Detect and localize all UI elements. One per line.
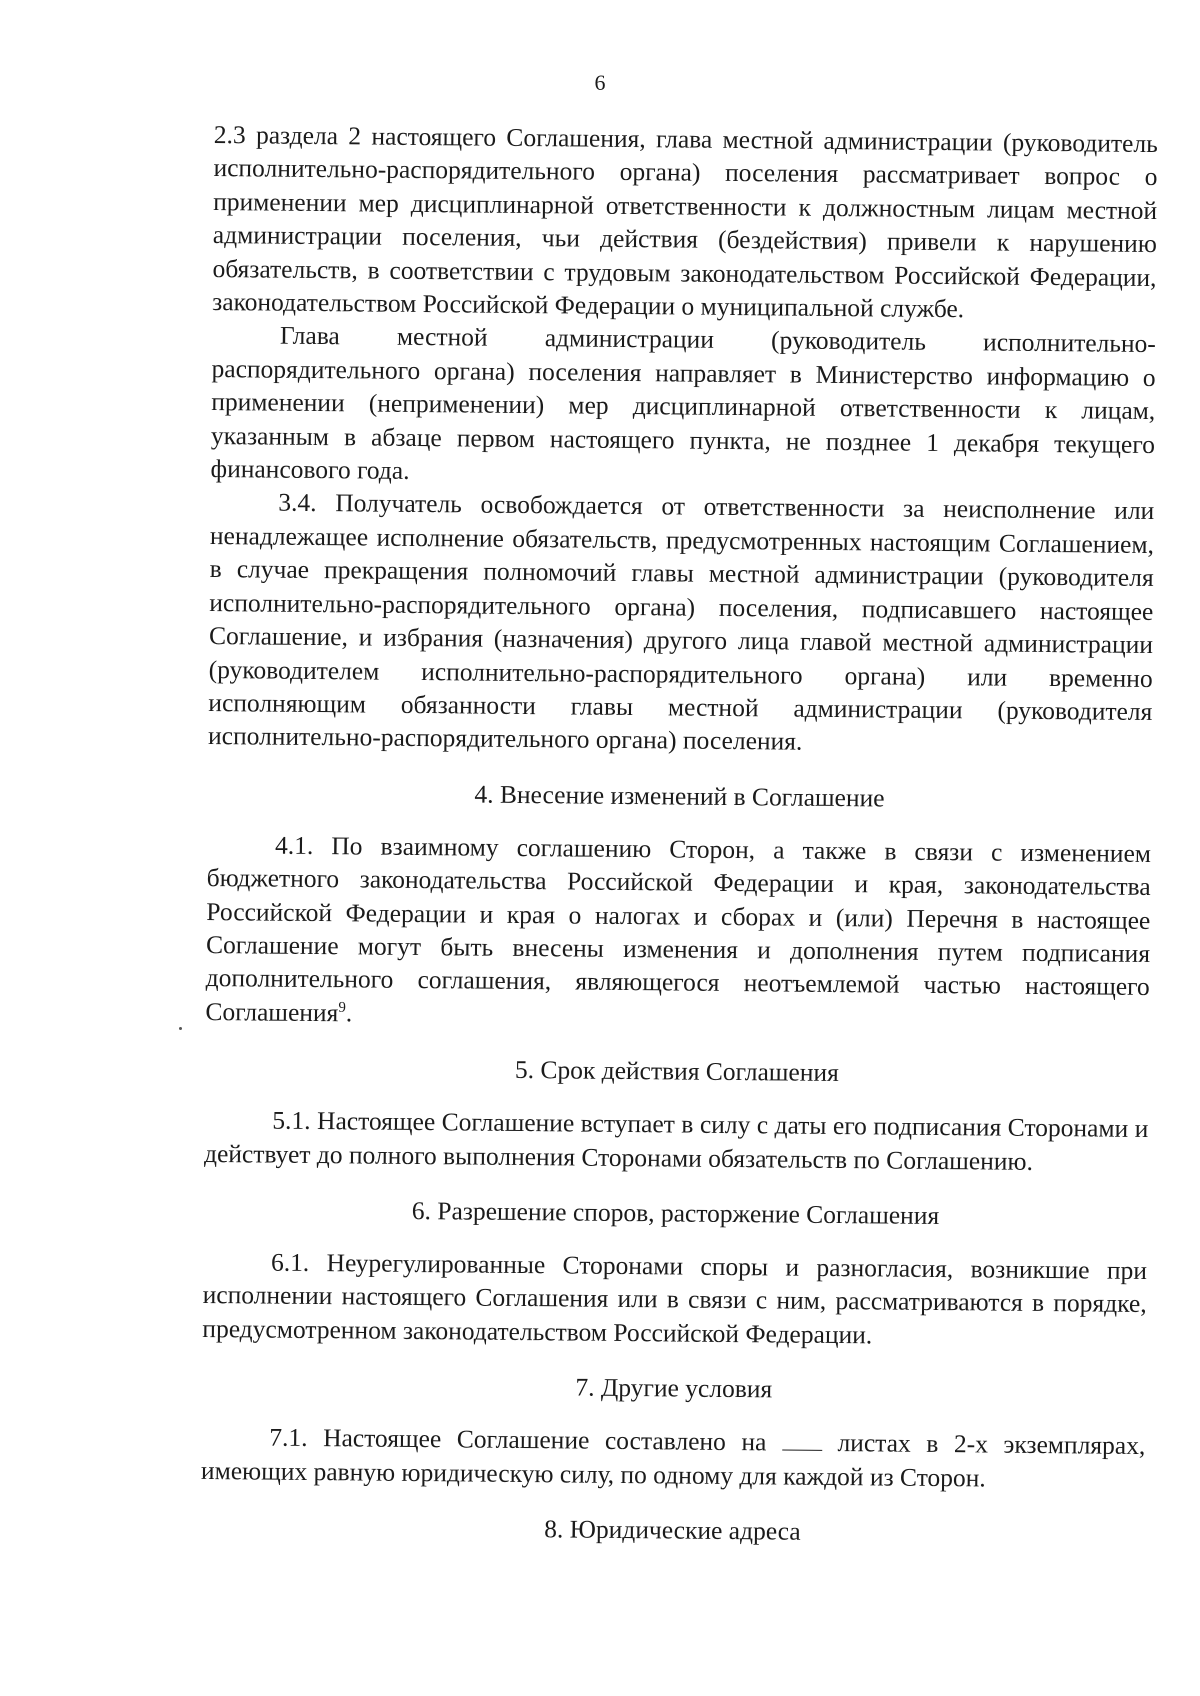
paragraph-6-1: 6.1. Неурегулированные Сторонами споры и разногласия, возникшие при исполнении настоящего Соглашения или в связи с ним, рассматриваются в порядке, предусмотренном законодательством Российской Федерации. — [202, 1247, 1148, 1350]
paragraph-3-4: 3.4. Получатель освобождается от ответственности за неисполнение или ненадлежащее исполнение обязательств, предусмотренных настоящим Соглашением, в случае прекращения полномочий главы местной администрации (руководителя исполнительно-распорядительного органа) поселения, подписавшего настоящее Соглашение, и избрания (назначения) другого лица главой местной администрации (руководителем исполнительно-распорядительного органа) или временно исполняющим обязанности главы местной администрации (руководителя исполнительно-распорядительного органа) поселения. — [207, 488, 1155, 756]
scan-speck — [179, 1027, 182, 1030]
paragraph-4-1 — [205, 828, 1151, 1037]
section-4-heading: 4. Внесение изменений в Соглашение — [474, 779, 885, 813]
paragraph-7-1-before: 7.1. Настоящее Соглашение составлено на — [269, 1422, 783, 1457]
footnote-marker: 9 — [338, 999, 346, 1016]
section-7-heading: 7. Другие условия — [575, 1372, 773, 1404]
document-body — [200, 118, 1158, 1571]
paragraph-4-1-text: 4.1. По взаимному соглашению Сторон, а также в связи с изменением бюджетного законодательства Российской Федерации и края, законодательства Российской Федерации и края о налогах и сборах и (или) Перечня в настоящее Соглашение могут быть внесены изменения и дополнения путем подписания дополнительного соглашения, являющегося неотъемлемой частью настоящего Соглашения — [205, 830, 1152, 1027]
paragraph-7-1 — [201, 1420, 1146, 1496]
page-number: 6 — [594, 70, 606, 95]
paragraph-4-1-end: . — [345, 998, 353, 1028]
section-6-heading: 6. Разрешение споров, расторжение Соглашения — [411, 1195, 940, 1230]
paragraph-7-1-after: листах в 2-х экземплярах, имеющих равную юридическую силу, по одному для каждой из Сторон. — [200, 1428, 1146, 1493]
blank-sheet-count — [782, 1428, 822, 1451]
section-5-heading: 5. Срок действия Соглашения — [514, 1055, 839, 1088]
section-8-heading: 8. Юридические адреса — [544, 1514, 801, 1546]
paragraph-2-3-continuation: 2.3 раздела 2 настоящего Соглашения, глава местной администрации (руководитель исполнительно-распорядительного органа) поселения рассматривает вопрос о применении мер дисциплинарной ответственности к должностным лицам местной администрации поселения, чьи действия (бездействия) привели к нарушению обязательств, в соответствии с трудовым законодательством Российской Федерации, законодательством Российской Федерации о муниципальной службе. — [212, 119, 1158, 324]
paragraph-head-notification: Глава местной администрации (руководитель исполнительно-распорядительного органа) поселения направляет в Министерство информацию о применении (неприменении) мер дисциплинарной ответственности к лицам, указанным в абзаце первом настоящего пункта, не позднее 1 декабря текущего финансового года. — [210, 321, 1157, 485]
paragraph-5-1: 5.1. Настоящее Соглашение вступает в силу с даты его подписания Сторонами и действует до полного выполнения Сторонами обязательств по Соглашению. — [203, 1105, 1149, 1176]
